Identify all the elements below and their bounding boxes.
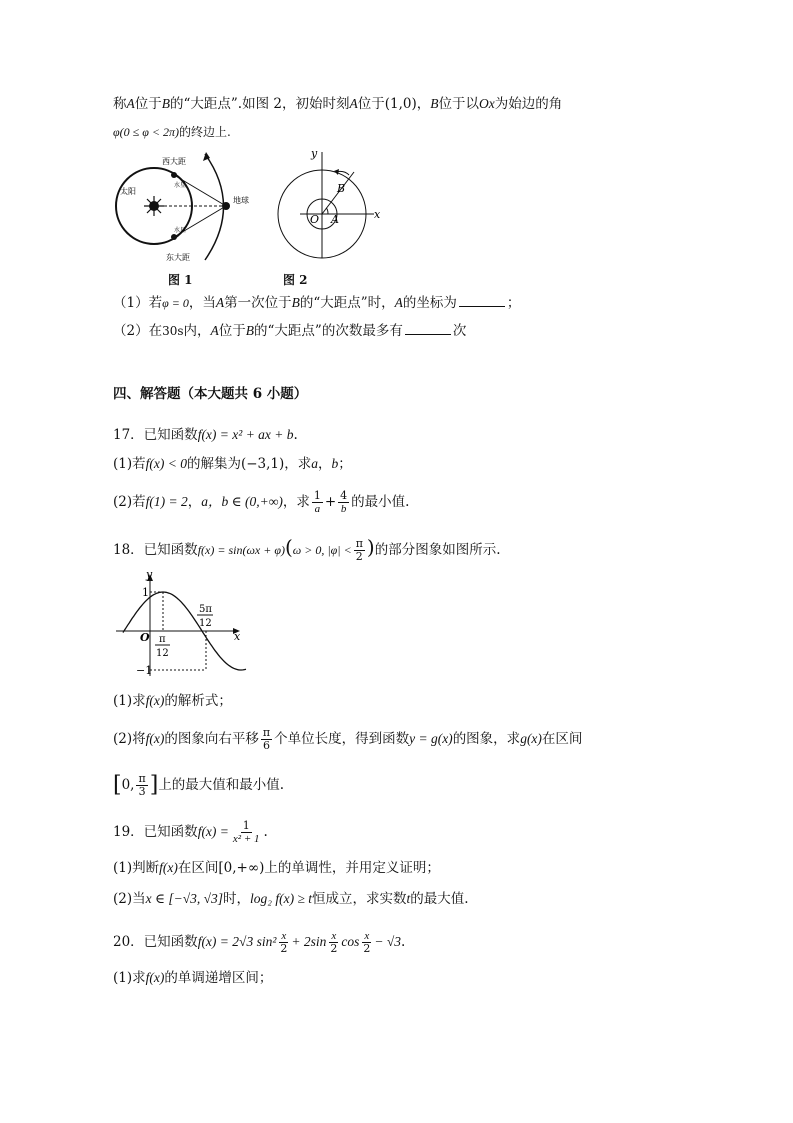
text: 的“大距点”的次数最多有 bbox=[254, 323, 403, 339]
var-Ox: Ox bbox=[479, 96, 495, 111]
text: 在区间 bbox=[541, 731, 583, 747]
label-earth: 地球 bbox=[233, 196, 249, 205]
time-30s: 30s bbox=[162, 324, 184, 338]
fraction bbox=[136, 773, 147, 798]
label-O: O bbox=[310, 213, 320, 226]
q18-stem: 18．已知函数f(x) = sin(ωx + φ)(ω > 0, |φ| < $\frac{\pi}{2}$ )的部分图象如图所示. bbox=[113, 535, 501, 563]
figure-2 bbox=[270, 148, 390, 268]
earth-icon bbox=[222, 202, 230, 210]
q16-part1 bbox=[113, 293, 520, 313]
q16-part2 bbox=[113, 321, 466, 341]
text: 的“大距点”时， bbox=[299, 295, 395, 311]
expr-part: f(x) = 2√3 sin² bbox=[197, 934, 277, 949]
tick-pi12-num: π bbox=[159, 634, 166, 645]
denominator: 3 bbox=[138, 785, 146, 798]
intro-text: 为始边的角 bbox=[494, 96, 563, 112]
q18-part2 bbox=[113, 727, 582, 752]
tick-pi12-den: 12 bbox=[156, 648, 169, 659]
label-y: y bbox=[146, 568, 153, 581]
fraction bbox=[328, 930, 339, 955]
denominator: a bbox=[314, 503, 321, 515]
text: 的最大值. bbox=[410, 891, 469, 907]
intro-text: 的“大距点”.如图 2，初始时刻 bbox=[170, 96, 350, 112]
intro-text: 的终边上. bbox=[178, 125, 231, 139]
fraction bbox=[361, 930, 372, 955]
intro-text: ， bbox=[416, 96, 431, 112]
text: 的坐标为 bbox=[402, 295, 457, 311]
condition: f(1) = 2 bbox=[145, 494, 188, 509]
gx: y = g(x) bbox=[409, 731, 453, 746]
var-B: B bbox=[161, 96, 170, 111]
var-A: A bbox=[126, 96, 135, 111]
text: ； bbox=[338, 456, 352, 472]
text: 的最小值. bbox=[351, 494, 410, 510]
text: 第一次位于 bbox=[224, 295, 292, 311]
log-inequality: log₂ f(x) ≥ t bbox=[250, 891, 313, 906]
var-A: A bbox=[349, 96, 358, 111]
intro-text: 称 bbox=[113, 96, 127, 112]
text: 17．已知函数 bbox=[113, 427, 198, 443]
label-x: x bbox=[374, 208, 381, 221]
intro-line-2 bbox=[113, 122, 231, 142]
fraction bbox=[278, 930, 289, 955]
numerator: x bbox=[331, 930, 337, 942]
text: . bbox=[401, 934, 406, 950]
text: 次 bbox=[452, 323, 467, 339]
section-heading: 四、解答题（本大题共 6 小题） bbox=[113, 386, 308, 402]
label-O: O bbox=[140, 631, 150, 644]
numerator: π bbox=[355, 537, 363, 550]
text: ， bbox=[318, 456, 332, 472]
phi-range: φ(0 ≤ φ < 2π) bbox=[113, 125, 179, 139]
var-B: B bbox=[430, 96, 439, 111]
tick-5pi12-den: 12 bbox=[199, 618, 212, 629]
fx: f(x) bbox=[145, 970, 165, 985]
text: 20．已知函数 bbox=[113, 934, 198, 950]
text: (2)若 bbox=[113, 494, 146, 510]
var-B: B bbox=[245, 323, 255, 338]
function-expr: f(x) = sin(ωx + φ) bbox=[197, 543, 285, 557]
intro-text: 位于 bbox=[134, 96, 162, 112]
text: 的解析式； bbox=[164, 693, 232, 709]
label-B: B bbox=[337, 182, 346, 195]
label-y: y bbox=[311, 148, 318, 160]
text: . bbox=[293, 427, 298, 443]
text: (2)当 bbox=[113, 891, 146, 907]
q17-part1 bbox=[113, 454, 352, 474]
plus: + bbox=[324, 494, 337, 510]
fx: f(x) = bbox=[197, 824, 229, 839]
text: (1)判断 bbox=[113, 860, 160, 876]
q18-part1 bbox=[113, 691, 232, 711]
intro-text: 位于以 bbox=[438, 96, 479, 112]
label-minus-1: −1 bbox=[136, 664, 153, 677]
q20-stem bbox=[113, 930, 405, 955]
q17-stem bbox=[113, 425, 298, 445]
q17-part2 bbox=[113, 490, 409, 515]
var-A: A bbox=[215, 295, 225, 310]
var-t: t bbox=[406, 891, 411, 906]
condition: ω > 0, |φ| < bbox=[292, 543, 352, 557]
text: 的单调递增区间； bbox=[164, 970, 273, 986]
var-a: a bbox=[311, 456, 319, 471]
text: 内， bbox=[183, 323, 211, 339]
phi-zero: φ = 0 bbox=[162, 296, 189, 310]
text: 上的单调性，并用定义证明； bbox=[264, 860, 440, 876]
denominator: 6 bbox=[262, 739, 270, 752]
solution-set: (−3,1) bbox=[240, 456, 285, 472]
text: (1)求 bbox=[113, 970, 146, 986]
text: ； bbox=[506, 295, 521, 311]
text: ，当 bbox=[188, 295, 216, 311]
var-B: B bbox=[291, 295, 300, 310]
text: 的解集为 bbox=[186, 456, 241, 472]
label-venus-bottom: 水星 bbox=[174, 227, 187, 234]
text: (1)求 bbox=[113, 693, 146, 709]
sun-icon bbox=[144, 196, 164, 216]
denominator: 2 bbox=[363, 942, 371, 955]
label-sun: 太阳 bbox=[120, 187, 136, 196]
fraction bbox=[231, 820, 262, 845]
earth-orbit-arc bbox=[205, 154, 224, 260]
numerator: 1 bbox=[313, 489, 321, 502]
answer-blank[interactable] bbox=[459, 294, 505, 307]
q19-part2 bbox=[113, 889, 469, 909]
fraction bbox=[312, 490, 323, 515]
text: 18．已知函数 bbox=[113, 542, 198, 558]
q19-part1 bbox=[113, 858, 440, 878]
var-b: b bbox=[331, 456, 339, 471]
q18-graph bbox=[112, 568, 247, 678]
function-expr: f(x) = x² + ax + b bbox=[197, 427, 294, 442]
intro-line-1 bbox=[113, 94, 562, 114]
inequality: f(x) < 0 bbox=[145, 456, 187, 471]
coord-1-0: (1,0) bbox=[384, 96, 417, 112]
expr-part: + 2sin bbox=[291, 934, 327, 949]
figure-1-caption: 图 1 bbox=[168, 273, 193, 287]
var-A: A bbox=[394, 295, 403, 310]
numerator: x bbox=[364, 930, 370, 942]
label-east: 东大距 bbox=[166, 253, 190, 262]
numerator: x bbox=[281, 930, 287, 942]
denominator: b bbox=[340, 503, 347, 515]
denominator: 2 bbox=[280, 942, 288, 955]
q18-part2-cont: [0, $\frac{\pi}{3}$ ]上的最大值和最小值. bbox=[113, 772, 285, 798]
text: 19．已知函数 bbox=[113, 824, 198, 840]
text: . bbox=[263, 824, 268, 840]
label-venus-top: 水星 bbox=[174, 182, 187, 189]
text: (1)若 bbox=[113, 456, 146, 472]
numerator: 1 bbox=[242, 819, 250, 832]
numerator: 4 bbox=[340, 489, 348, 502]
text: 的图象向右平移 bbox=[164, 731, 259, 747]
text: （2）在 bbox=[113, 323, 163, 339]
fx: f(x) bbox=[145, 693, 165, 708]
text: 的图象，求 bbox=[452, 731, 521, 747]
fraction bbox=[261, 727, 272, 752]
fraction bbox=[354, 538, 365, 563]
answer-blank[interactable] bbox=[405, 322, 451, 335]
denominator: 2 bbox=[330, 942, 338, 955]
var-A: A bbox=[210, 323, 219, 338]
label-west: 西大距 bbox=[162, 157, 186, 166]
fraction bbox=[338, 490, 349, 515]
q19-stem bbox=[113, 820, 268, 845]
west-point bbox=[171, 172, 177, 178]
text: （1）若 bbox=[113, 295, 163, 311]
intro-text: 位于 bbox=[357, 96, 385, 112]
interval-start: 0, bbox=[121, 777, 135, 793]
text: 位于 bbox=[218, 323, 246, 339]
gx: g(x) bbox=[520, 731, 542, 746]
denominator: x² + 1 bbox=[232, 833, 260, 845]
expr-part: − √3 bbox=[374, 934, 402, 949]
text: ，求 bbox=[282, 494, 310, 510]
text: (2)将 bbox=[113, 731, 146, 747]
interval: [0,+∞) bbox=[218, 860, 265, 876]
text: 时， bbox=[223, 891, 251, 907]
tick-5pi12-num: 5π bbox=[199, 604, 212, 615]
label-A: A bbox=[331, 213, 339, 226]
x-range: x ∈ [−√3, √3] bbox=[145, 891, 224, 906]
figure-2-caption: 图 2 bbox=[283, 273, 308, 287]
text: ， bbox=[187, 494, 202, 510]
denominator: 2 bbox=[355, 550, 363, 563]
label-1: 1 bbox=[142, 586, 149, 599]
label-x: x bbox=[234, 630, 241, 643]
text: 上的最大值和最小值. bbox=[158, 777, 285, 793]
numerator: π bbox=[138, 772, 146, 785]
q20-part1 bbox=[113, 968, 272, 988]
text: 个单位长度，得到函数 bbox=[274, 731, 410, 747]
expr-part: cos bbox=[341, 934, 360, 949]
var-range: a，b ∈ (0,+∞) bbox=[201, 494, 283, 509]
fx: f(x) bbox=[159, 860, 178, 875]
fx: f(x) bbox=[145, 731, 165, 746]
figure-1 bbox=[112, 150, 252, 290]
text: 的部分图象如图所示. bbox=[374, 542, 501, 558]
numerator: π bbox=[262, 726, 271, 739]
text: 恒成立，求实数 bbox=[312, 891, 407, 907]
text: ，求 bbox=[284, 456, 312, 472]
text: 在区间 bbox=[177, 860, 219, 876]
east-point bbox=[171, 234, 177, 240]
